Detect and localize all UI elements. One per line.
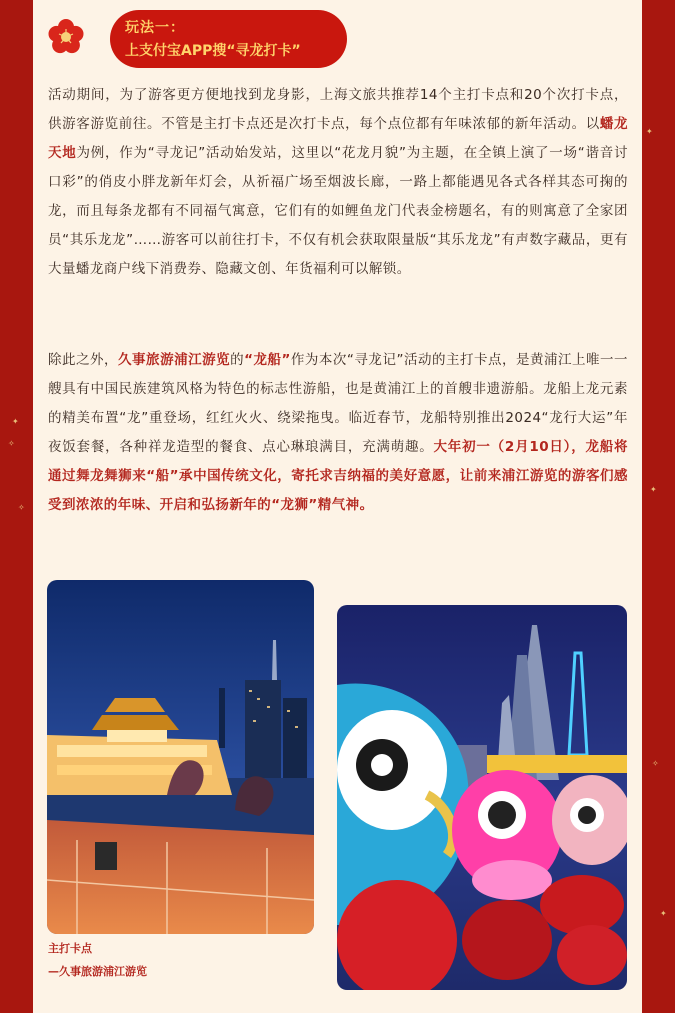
sparkle-decoration: ✧ bbox=[652, 759, 659, 768]
photo-caption-line1: 主打卡点 bbox=[48, 942, 92, 955]
sparkle-decoration: ✦ bbox=[660, 909, 667, 918]
sparkle-decoration: ✦ bbox=[12, 417, 19, 426]
paragraph-2: 除此之外，久事旅游浦江游览的“龙船”作为本次“寻龙记”活动的主打卡点，是黄浦江上唯一一艘具有中国民族建筑风格为特色的标志性游船，也是黄浦江上的首艘非遗游船。龙船上龙元素的精美布置“龙”重登场，红红火火、绕梁拖曳。临近春节，龙船特别推出2024“龙行大运”年夜饭套餐，各种祥龙造型的餐食、点心琳琅满目，充满萌趣。大年初一（2月10日），龙船将通过舞龙舞狮来“船”承中国传统文化，寄托求吉纳福的美好意愿，让前来浦江游览的游客们感受到浓浓的年味、开启和弘扬新年的“龙狮”精气神。 bbox=[48, 352, 629, 513]
section-title-line2: 上支付宝APP搜“寻龙打卡” bbox=[125, 43, 301, 59]
sparkle-decoration: ✧ bbox=[8, 439, 15, 448]
plum-blossom-icon bbox=[47, 18, 85, 56]
section-title-pill bbox=[110, 10, 347, 68]
article-panel bbox=[33, 0, 642, 1013]
photo-caption-line2: —久事旅游浦江游览 bbox=[48, 965, 147, 978]
lion-dance-photo bbox=[337, 605, 627, 990]
section-title-line1: 玩法一： bbox=[125, 20, 185, 36]
highlight-new-year-event: 大年初一（2月10日），龙船将通过舞龙舞狮来“船”承中国传统文化，寄托求吉纳福的美好意愿，让前来浦江游览的游客们感受到浓浓的年味、开启和弘扬新年的“龙狮”精气神。 bbox=[48, 439, 628, 513]
sparkle-decoration: ✦ bbox=[650, 485, 657, 494]
sparkle-decoration: ✧ bbox=[18, 503, 25, 512]
highlight-panlong: 蟠龙天地 bbox=[48, 116, 628, 161]
highlight-jiushi: 久事旅游浦江游览 bbox=[118, 352, 231, 368]
paragraph-1: 活动期间，为了游客更方便地找到龙身影，上海文旅共推荐14个主打卡点和20个次打卡点，供游客游览前往。不管是主打卡点还是次打卡点，每个点位都有年味浓郁的新年活动。以蟠龙天地为例，作为“寻龙记”活动始发站，这里以“花龙月貌”为主题，在全镇上演了一场“谐音讨口彩”的俏皮小胖龙新年灯会，从祈福广场至烟波长廊，一路上都能遇见各式各样其态可掬的龙，而且每条龙都有不同福气寓意，它们有的如鲤鱼龙门代表金榜题名，有的则寓意了全家团员“其乐龙龙”……游客可以前往打卡，不仅有机会获取限量版“其乐龙龙”有声数字藏品，更有大量蟠龙商户线下消费券、隐藏文创、年货福利可以解锁。 bbox=[48, 87, 629, 277]
sparkle-decoration: ✦ bbox=[646, 127, 653, 136]
dragon-boat-photo bbox=[47, 580, 314, 934]
highlight-dragon-boat: “龙船” bbox=[244, 352, 291, 368]
